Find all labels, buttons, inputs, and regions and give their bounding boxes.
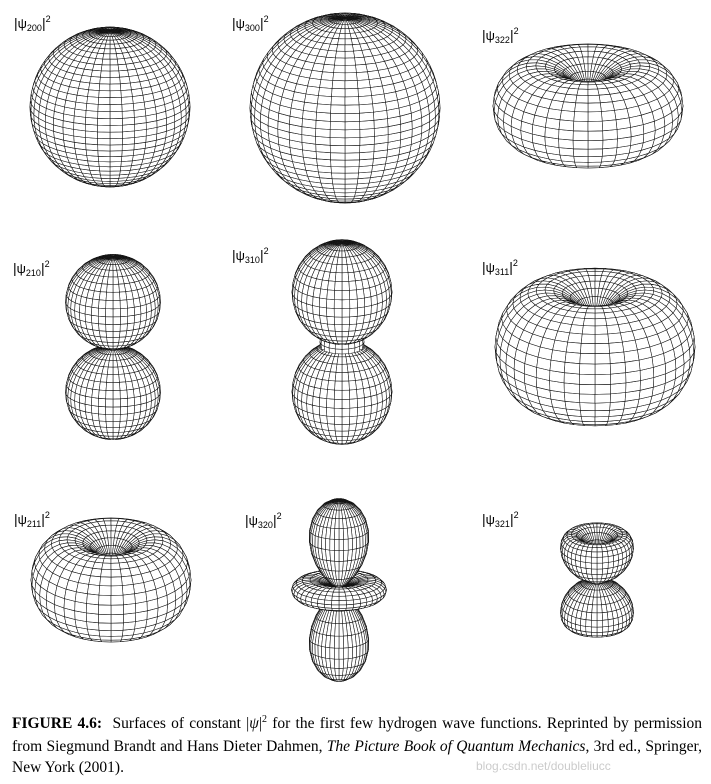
surface-psi311	[495, 268, 695, 426]
plot-label-psi322: $|\psi_{322}|^2$	[482, 26, 519, 45]
plot-label-psi300: $|\psi_{300}|^2$	[232, 14, 269, 33]
surface-psi322	[493, 44, 683, 168]
plot-label-psi200: $|\psi_{200}|^2$	[14, 14, 51, 33]
book-title: The Picture Book of Quantum Mechanics	[326, 738, 586, 755]
surface-psi300	[250, 13, 440, 203]
plot-label-psi210: $|\psi_{210}|^2$	[13, 259, 50, 278]
surface-psi320	[292, 499, 387, 682]
surface-psi200	[30, 27, 190, 187]
watermark: blog.csdn.net/doubleliucc	[476, 759, 611, 773]
plot-label-psi320: $|\psi_{320}|^2$	[245, 511, 282, 530]
surface-psi321	[560, 523, 633, 637]
plot-label-psi311: $|\psi_{311}|^2$	[482, 258, 518, 277]
surface-psi211	[31, 518, 191, 642]
figure-caption: FIGURE 4.6: Surfaces of constant $|\psi|^2$ for the first few hydrogen wave functions. Reprinted by permission from Siegmund Brandt and Hans Dieter Dahmen, The Picture Book of Quantum Mechanics, 3rd ed., Springer, New York (2001).	[12, 714, 702, 776]
surface-psi210	[66, 254, 161, 439]
surface-psi310	[292, 240, 392, 445]
plot-label-psi321: $|\psi_{321}|^2$	[482, 510, 519, 529]
plot-label-psi211: $|\psi_{211}|^2$	[14, 510, 50, 529]
plot-label-psi310: $|\psi_{310}|^2$	[232, 246, 269, 265]
caption-label: FIGURE 4.6:	[12, 715, 103, 732]
